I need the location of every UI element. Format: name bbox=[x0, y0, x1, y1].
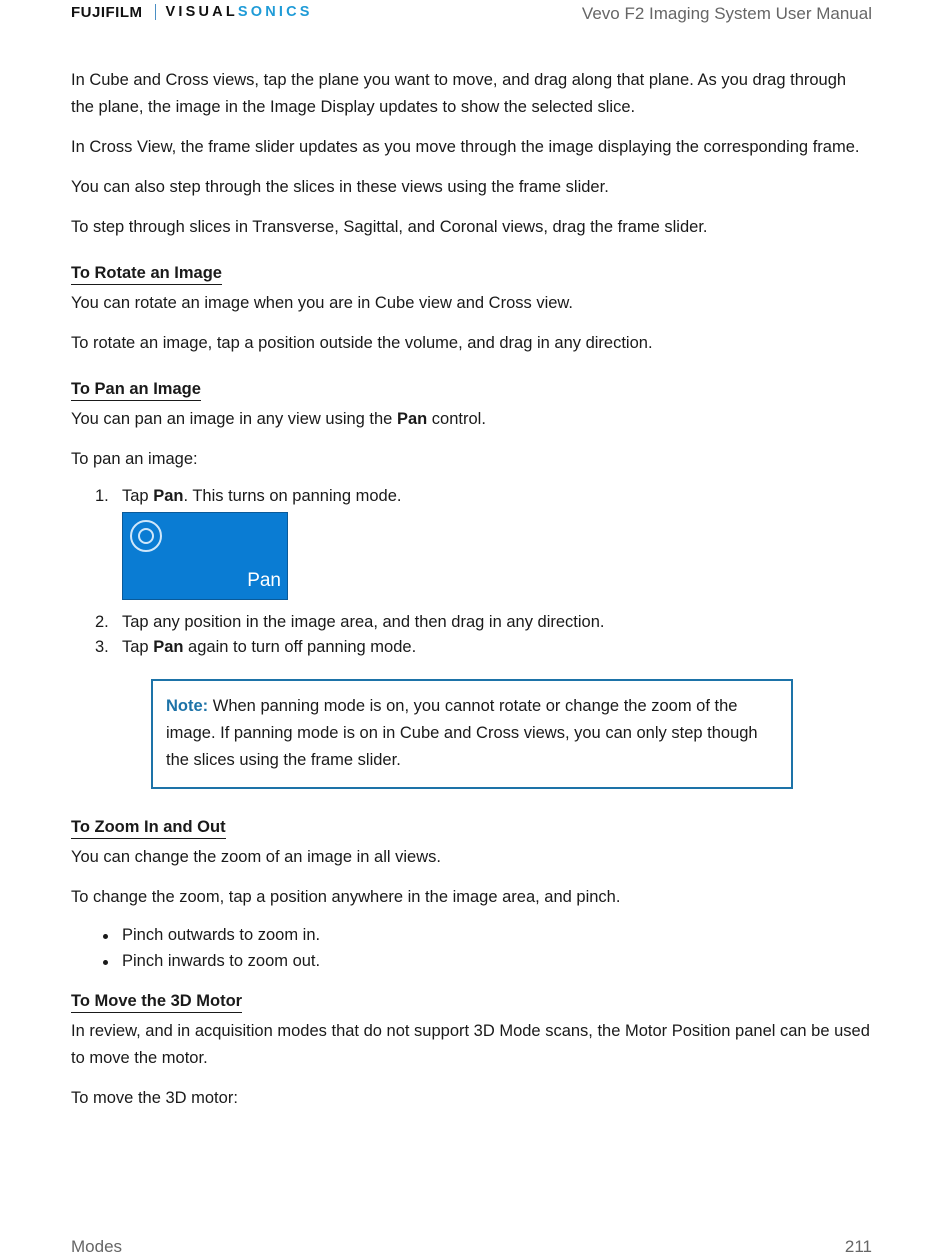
zoom-bullets bbox=[71, 922, 871, 974]
brand-logo bbox=[71, 3, 313, 21]
motor-paragraph: To move the 3D motor: bbox=[71, 1088, 238, 1107]
pan-text: control. bbox=[427, 410, 486, 428]
rotate-paragraph: You can rotate an image when you are in Cube view and Cross view. bbox=[71, 294, 574, 312]
logo-sonics: SONICS bbox=[237, 4, 313, 20]
pan-bold: Pan bbox=[396, 410, 428, 428]
section-pan bbox=[71, 378, 871, 401]
list-item bbox=[71, 635, 871, 661]
pan-button-label: Pan bbox=[247, 570, 281, 591]
step-number: 3. bbox=[95, 638, 109, 656]
list-item bbox=[71, 948, 871, 974]
page-content bbox=[71, 67, 871, 1125]
note-paragraph bbox=[166, 693, 777, 774]
zoom-paragraph: To change the zoom, tap a position anywhere in the image area, and pinch. bbox=[71, 887, 621, 906]
page-number: 211 bbox=[844, 1237, 872, 1256]
section-zoom bbox=[71, 816, 871, 839]
bullet-dot bbox=[103, 934, 108, 939]
motor-paragraph: In review, and in acquisition modes that do not support 3D Mode scans, the Motor Position panel can be used to move the motor. bbox=[71, 1021, 870, 1067]
pan-button[interactable] bbox=[122, 512, 288, 600]
zoom-paragraph: You can change the zoom of an image in all views. bbox=[71, 847, 441, 866]
note-box bbox=[151, 679, 793, 789]
step-bold: Pan bbox=[153, 638, 184, 656]
logo-divider bbox=[155, 4, 156, 20]
bullet-text: Pinch inwards to zoom out. bbox=[122, 951, 321, 970]
rotate-paragraph: To rotate an image, tap a position outside the volume, and drag in any direction. bbox=[71, 334, 653, 352]
pan-paragraph bbox=[71, 406, 871, 433]
pan-paragraph: To pan an image: bbox=[71, 450, 198, 468]
bullet-text: Pinch outwards to zoom in. bbox=[122, 925, 321, 944]
intro-paragraph: You can also step through the slices in these views using the frame slider. bbox=[71, 178, 609, 196]
pan-steps bbox=[71, 484, 871, 661]
heading-zoom: To Zoom In and Out bbox=[71, 816, 226, 839]
step-number: 1. bbox=[95, 487, 109, 505]
note-text: When panning mode is on, you cannot rotate or change the zoom of the image. If panning mode is on in Cube and Cross views, you can only step though the slices using the frame slider. bbox=[166, 696, 758, 769]
bullet-dot bbox=[103, 960, 108, 965]
section-rotate bbox=[71, 262, 871, 285]
intro-paragraph: To step through slices in Transverse, Sagittal, and Coronal views, drag the frame slider. bbox=[71, 218, 708, 236]
pan-icon-inner bbox=[138, 528, 154, 544]
step-bold: Pan bbox=[153, 487, 184, 505]
note-label: Note: bbox=[166, 696, 209, 715]
logo-fujifilm: FUJIFILM bbox=[71, 3, 143, 21]
section-motor bbox=[71, 990, 871, 1013]
step-text: Tap bbox=[122, 638, 154, 656]
heading-motor: To Move the 3D Motor bbox=[71, 990, 242, 1013]
list-item bbox=[71, 610, 871, 636]
manual-title: Vevo F2 Imaging System User Manual bbox=[581, 4, 872, 23]
step-text: Tap bbox=[122, 487, 154, 505]
step-text: Tap any position in the image area, and then drag in any direction. bbox=[122, 612, 605, 631]
step-text: . This turns on panning mode. bbox=[183, 487, 402, 505]
footer-section: Modes bbox=[71, 1237, 123, 1256]
list-item bbox=[71, 484, 871, 600]
pan-text: You can pan an image in any view using the bbox=[71, 410, 397, 428]
step-text: again to turn off panning mode. bbox=[183, 638, 417, 656]
intro-paragraph: In Cross View, the frame slider updates as you move through the image displaying the corresponding frame. bbox=[71, 138, 860, 156]
heading-rotate: To Rotate an Image bbox=[71, 262, 222, 285]
logo-visual: VISUAL bbox=[165, 4, 238, 20]
heading-pan: To Pan an Image bbox=[71, 378, 201, 401]
intro-paragraph: In Cube and Cross views, tap the plane you want to move, and drag along that plane. As you drag through the plane, the image in the Image Display updates to show the selected slice. bbox=[71, 71, 847, 116]
list-item bbox=[71, 922, 871, 948]
step-number: 2. bbox=[95, 612, 109, 631]
